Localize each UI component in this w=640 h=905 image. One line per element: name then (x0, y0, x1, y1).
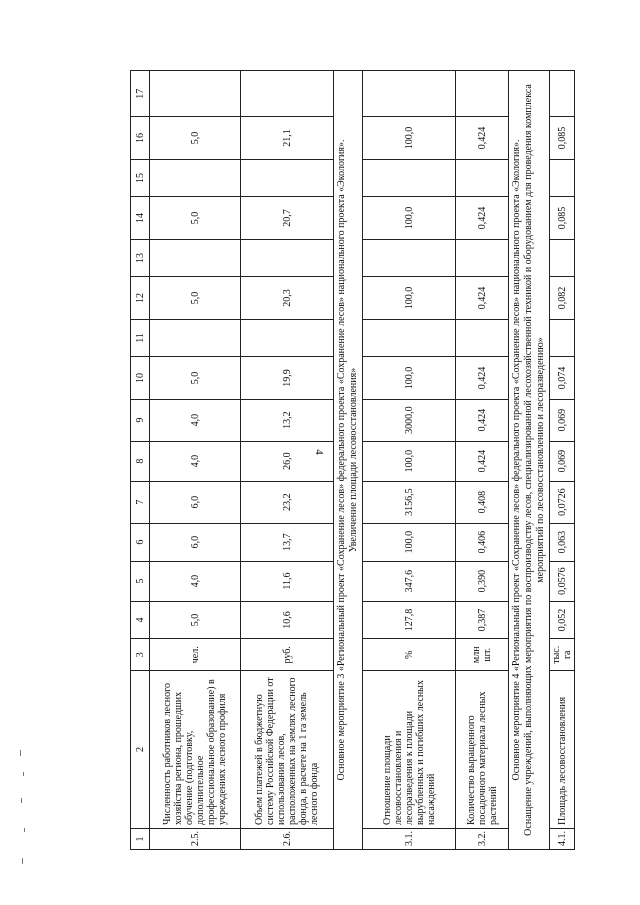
column-header: 6 (131, 523, 150, 561)
value-cell: 3156,5 (363, 481, 456, 523)
column-header: 12 (131, 277, 150, 319)
indicator-name-cell: Объем платежей в бюджетную систему Российской Федерации от использования лесов, расположенных на землях лесного фонда, в расчете на 1 га земель лесного фонда (241, 671, 334, 829)
value-cell: 0,085 (550, 117, 575, 159)
section-heading (334, 71, 363, 850)
value-cell (550, 239, 575, 277)
value-cell (150, 159, 241, 197)
section-heading (509, 71, 550, 850)
row-number-cell: 3.2. (456, 828, 509, 849)
value-cell: 23,2 (241, 481, 334, 523)
table-row (363, 71, 456, 850)
value-cell: 100,0 (363, 197, 456, 239)
value-cell: 100,0 (363, 277, 456, 319)
value-cell (363, 239, 456, 277)
value-cell (241, 159, 334, 197)
column-header: 14 (131, 197, 150, 239)
value-cell (363, 159, 456, 197)
value-cell: 3000,0 (363, 399, 456, 441)
value-cell (456, 239, 509, 277)
value-cell: 0,424 (456, 277, 509, 319)
value-cell: 0,052 (550, 601, 575, 639)
value-cell (550, 319, 575, 357)
value-cell: 0,424 (456, 197, 509, 239)
column-header: 8 (131, 441, 150, 481)
value-cell: 5,0 (150, 601, 241, 639)
value-cell: 0,063 (550, 523, 575, 561)
table-row (456, 71, 509, 850)
value-cell: 100,0 (363, 523, 456, 561)
table-row (150, 71, 241, 850)
value-cell: 0,085 (550, 197, 575, 239)
value-cell: 100,0 (363, 117, 456, 159)
value-cell: 0,069 (550, 441, 575, 481)
value-cell: 19,9 (241, 357, 334, 399)
value-cell: 0,390 (456, 561, 509, 601)
column-header: 15 (131, 159, 150, 197)
indicator-name-cell: Количество выращенного посадочного материала лесных растений (456, 671, 509, 829)
unit-cell: % (363, 639, 456, 671)
table-row (241, 71, 334, 850)
value-cell: 10,6 (241, 601, 334, 639)
value-cell: 0,069 (550, 399, 575, 441)
column-header: 13 (131, 239, 150, 277)
value-cell: 4,0 (150, 399, 241, 441)
value-cell (150, 239, 241, 277)
value-cell: 4,0 (150, 441, 241, 481)
value-cell: 5,0 (150, 277, 241, 319)
value-cell (241, 319, 334, 357)
value-cell: 0,074 (550, 357, 575, 399)
unit-cell: чел. (150, 639, 241, 671)
column-header: 1 (131, 828, 150, 849)
value-cell (550, 71, 575, 117)
column-header: 16 (131, 117, 150, 159)
value-cell: 0,424 (456, 117, 509, 159)
value-cell (456, 159, 509, 197)
value-cell (150, 319, 241, 357)
unit-cell: руб. (241, 639, 334, 671)
value-cell (241, 239, 334, 277)
value-cell: 0,408 (456, 481, 509, 523)
value-cell: 13,2 (241, 399, 334, 441)
value-cell: 20,7 (241, 197, 334, 239)
value-cell: 13,7 (241, 523, 334, 561)
indicator-name-cell: Площадь лесовосстановления (550, 671, 575, 829)
unit-cell: млн шт. (456, 639, 509, 671)
value-cell: 26,0 (241, 441, 334, 481)
column-header: 7 (131, 481, 150, 523)
value-cell: 100,0 (363, 357, 456, 399)
section-heading-text: Основное мероприятие 4 «Региональный проект «Сохранение лесов» федерального проекта «Сохранение лесов» национального проекта «Экология». Оснащение учреждений, выполняющих мероприятия по воспроизводству лесов, специализированной лесохозяйственной техникой и оборудованием для проведения комплекса мероприятий по лесовосстановлению и лесоразведению» (511, 84, 546, 836)
section-heading-text: Основное мероприятие 3 «Региональный проект «Сохранение лесов» федерального проекта «Сохранение лесов» национального проекта «Экология». Увеличение площади лесовосстановления» (336, 139, 359, 781)
column-header: 9 (131, 399, 150, 441)
value-cell: 5,0 (150, 357, 241, 399)
value-cell (150, 71, 241, 117)
value-cell (363, 319, 456, 357)
table-header-row (131, 71, 150, 850)
value-cell (550, 159, 575, 197)
value-cell: 0,424 (456, 357, 509, 399)
value-cell: 6,0 (150, 523, 241, 561)
indicators-table (130, 70, 575, 850)
column-header: 17 (131, 71, 150, 117)
value-cell: 11,6 (241, 561, 334, 601)
value-cell: 0,0726 (550, 481, 575, 523)
value-cell: 5,0 (150, 117, 241, 159)
page-number: 4 (313, 449, 325, 455)
row-number-cell: 3.1. (363, 828, 456, 849)
value-cell: 6,0 (150, 481, 241, 523)
column-header: 11 (131, 319, 150, 357)
value-cell: 0,424 (456, 399, 509, 441)
value-cell: 0,424 (456, 441, 509, 481)
value-cell (456, 319, 509, 357)
row-number-cell: 2.6. (241, 828, 334, 849)
value-cell: 0,406 (456, 523, 509, 561)
value-cell: 0,387 (456, 601, 509, 639)
row-number-cell: 4.1. (550, 828, 575, 849)
column-header: 10 (131, 357, 150, 399)
section-heading-row (334, 71, 363, 850)
unit-cell: тыс. га (550, 639, 575, 671)
section-heading-row (509, 71, 550, 850)
value-cell: 21,1 (241, 117, 334, 159)
value-cell: 4,0 (150, 561, 241, 601)
column-header: 5 (131, 561, 150, 601)
value-cell (456, 71, 509, 117)
value-cell: 347,6 (363, 561, 456, 601)
value-cell: 100,0 (363, 441, 456, 481)
value-cell: 0,0576 (550, 561, 575, 601)
value-cell: 127,8 (363, 601, 456, 639)
scan-artifact (18, 750, 28, 870)
table-row (550, 71, 575, 850)
row-number-cell: 2.5. (150, 828, 241, 849)
value-cell: 0,082 (550, 277, 575, 319)
value-cell: 20,3 (241, 277, 334, 319)
rotated-table-wrapper (130, 70, 573, 850)
indicator-name-cell: Численность работников лесного хозяйства региона, прошедших обучение (подготовку, дополнительное профессиональное образование) в учреждениях лесного профиля (150, 671, 241, 829)
indicator-name-cell: Отношение площади лесовосстановления и лесоразведения к площади вырубленных и погибших лесных насаждений (363, 671, 456, 829)
column-header: 2 (131, 671, 150, 829)
value-cell: 5,0 (150, 197, 241, 239)
column-header: 4 (131, 601, 150, 639)
value-cell (241, 71, 334, 117)
column-header: 3 (131, 639, 150, 671)
value-cell (363, 71, 456, 117)
